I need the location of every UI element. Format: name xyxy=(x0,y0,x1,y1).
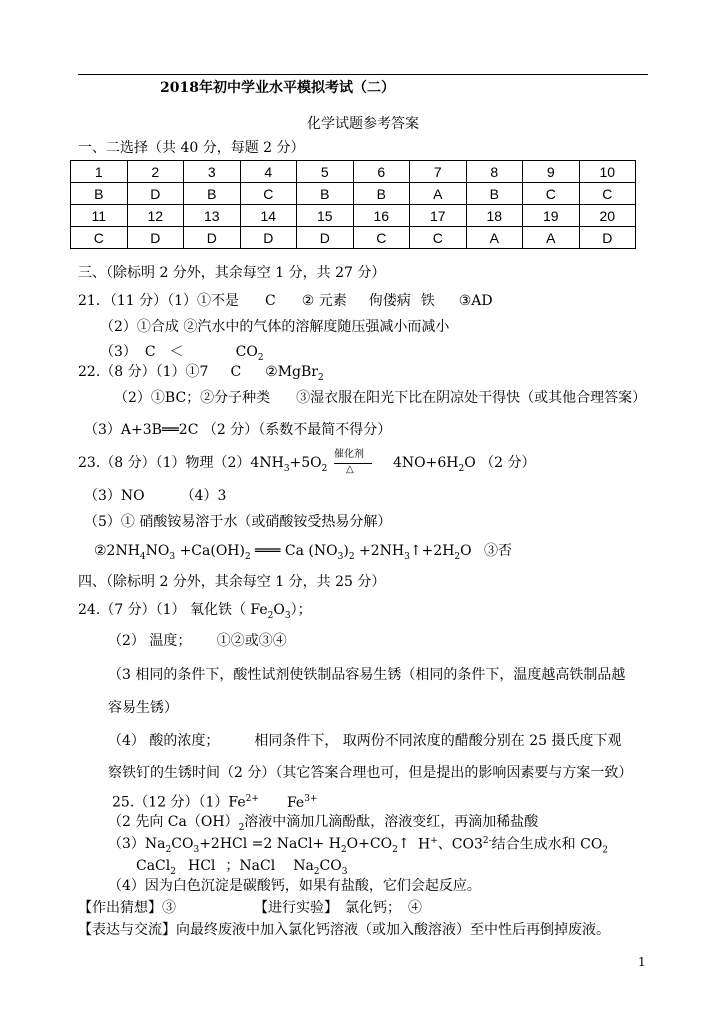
answer-key-subtitle: 化学试题参考答案 xyxy=(307,116,419,132)
q25-line5: （4）因为白色沉淀是碳酸钙，如果有盐酸，它们会起反应。 xyxy=(108,878,481,894)
answer-table-cell: D xyxy=(579,227,636,249)
section1-heading: 一、二选择（共 40 分，每题 2 分） xyxy=(78,140,305,156)
q25-line3: $(3)Na_2CO_3+2HCl =2$ NaCl+ $H_2O+CO_2↑$ xyxy=(108,836,410,855)
answer-table-cell: D xyxy=(127,183,184,205)
answer-table-cell: 2 xyxy=(127,161,184,183)
answer-table-cell: 3 xyxy=(184,161,241,183)
answer-table-row xyxy=(71,183,636,205)
q23-line1-products: $4NO+6H_2O$ （2 分） xyxy=(393,455,536,474)
answer-table-cell: 18 xyxy=(466,205,523,227)
q21-line1: 21．（11 分）（1）①不是 C ② 元素 佝偻病 铁 ③AD xyxy=(78,293,493,309)
exam-title: 2018年初中学业水平模拟考试（二） xyxy=(160,80,395,96)
answer-table-cell: B xyxy=(184,183,241,205)
answer-table-row xyxy=(71,205,636,227)
answer-table-row xyxy=(71,227,636,249)
section3-heading: 三、（除标明 2 分外，其余每空 1 分，共 27 分） xyxy=(78,265,386,281)
q25-line1: 25.（12 分）$(1)Fe^{2+}$ $Fe^{3+}$ xyxy=(112,794,318,811)
answer-table-cell: 6 xyxy=(353,161,410,183)
answer-table-cell: 10 xyxy=(579,161,636,183)
answer-table-cell: 14 xyxy=(240,205,297,227)
q24-line1: 24.（7 分）（1） 氧化铁（ $Fe_2O_3$）； xyxy=(78,602,312,621)
q25-line4: CaCl$_2$ HCl ；NaCl $Na_2CO_3$ xyxy=(136,858,348,877)
answer-table-cell: A xyxy=(523,227,580,249)
answer-table-cell: 15 xyxy=(297,205,354,227)
answer-table-cell: D xyxy=(240,227,297,249)
answer-table xyxy=(70,160,636,249)
answer-table-row xyxy=(71,161,636,183)
answer-table-cell: D xyxy=(297,227,354,249)
q24-line6: 察铁钉的生锈时间（2 分）（其它答案合理也可，但是提出的影响因素要与方案一致） xyxy=(108,765,633,781)
section4-heading: 四、（除标明 2 分外，其余每空 1 分，共 25 分） xyxy=(78,574,386,590)
answer-table-cell: 19 xyxy=(523,205,580,227)
answer-table-cell: B xyxy=(466,183,523,205)
answer-table-cell: 11 xyxy=(71,205,128,227)
answer-table-cell: 17 xyxy=(410,205,467,227)
answer-table-cell: 16 xyxy=(353,205,410,227)
answer-table-cell: A xyxy=(410,183,467,205)
q24-line2: （2） 温度； ①②或③④ xyxy=(108,633,287,649)
page-number: 1 xyxy=(638,955,646,969)
q24-line5: （4） 酸的浓度； 相同条件下， 取两份不同浓度的醋酸分别在 25 摄氏度下观 xyxy=(108,733,622,749)
answer-table-cell: C xyxy=(353,227,410,249)
answer-table-cell: 12 xyxy=(127,205,184,227)
q24-line4: 容易生锈） xyxy=(108,700,178,716)
q25-line3-ions: H+、$CO3^{2-}$结合生成水和 $CO_2$ xyxy=(418,836,609,856)
answer-table-cell: 1 xyxy=(71,161,128,183)
q23-line1: 23.（8 分）（1）物理$(2)4NH_3+5O_2$ xyxy=(78,455,328,474)
heat-symbol: △ xyxy=(346,464,354,475)
q21-line2: （2）①合成 ②汽水中的气体的溶解度随压强减小而减小 xyxy=(100,319,450,335)
header-rule xyxy=(78,74,648,75)
q25-line7: 【表达与交流】向最终废液中加入氯化钙溶液（或加入酸溶液）至中性后再倒掉废液。 xyxy=(78,922,610,938)
q23-line2: （3）NO （4）3 xyxy=(84,488,227,504)
answer-table-cell: 5 xyxy=(297,161,354,183)
q22-line3: （3）A+3B══2C （2 分）（系数不最简不得分） xyxy=(84,422,392,438)
answer-table-cell: C xyxy=(71,227,128,249)
q23-line4: $②2NH_4NO_3 +Ca(OH)_2$ ═══ Ca $(NO_3)_2$ $+2NH_3↑+2H_2O$ xyxy=(94,543,472,562)
catalyst-label: 催化剂 xyxy=(334,449,364,460)
q25-line6: 【作出猜想】③ 【进行实验】 氯化钙； ④ xyxy=(78,900,422,916)
answer-table-cell: 20 xyxy=(579,205,636,227)
q23-line4-answer3: ③否 xyxy=(484,543,512,559)
answer-table-cell: D xyxy=(184,227,241,249)
answer-table-cell: 13 xyxy=(184,205,241,227)
answer-table-cell: A xyxy=(466,227,523,249)
answer-table-cell: B xyxy=(71,183,128,205)
q22-line2: （2）①BC；②分子种类 ③湿衣服在阳光下比在阴凉处干得快（或其他合理答案） xyxy=(114,390,647,406)
answer-table-cell: 9 xyxy=(523,161,580,183)
q23-line3: （5）① 硝酸铵易溶于水（或硝酸铵受热易分解） xyxy=(84,514,392,530)
q24-line3: （3 相同的条件下，酸性试剂使铁制品容易生锈（相同的条件下，温度越高铁制品越 xyxy=(108,667,626,683)
answer-table-cell: C xyxy=(523,183,580,205)
q22-line1: 22.（8 分）（1）①7 C ②MgBr$_2$ xyxy=(78,364,324,383)
answer-table-cell: 7 xyxy=(410,161,467,183)
answer-table-cell: C xyxy=(240,183,297,205)
answer-table-cell: C xyxy=(579,183,636,205)
answer-table-cell: 4 xyxy=(240,161,297,183)
answer-table-cell: C xyxy=(410,227,467,249)
answer-table-cell: B xyxy=(353,183,410,205)
answer-table-cell: 8 xyxy=(466,161,523,183)
answer-table-cell: D xyxy=(127,227,184,249)
q21-line3: （3） $C < CO_2$ xyxy=(100,344,264,363)
answer-table-cell: B xyxy=(297,183,354,205)
q25-line2: （2 先向 $Ca(OH)_2$溶液中滴加几滴酚酞，溶液变红，再滴加稀盐酸 xyxy=(108,814,539,833)
